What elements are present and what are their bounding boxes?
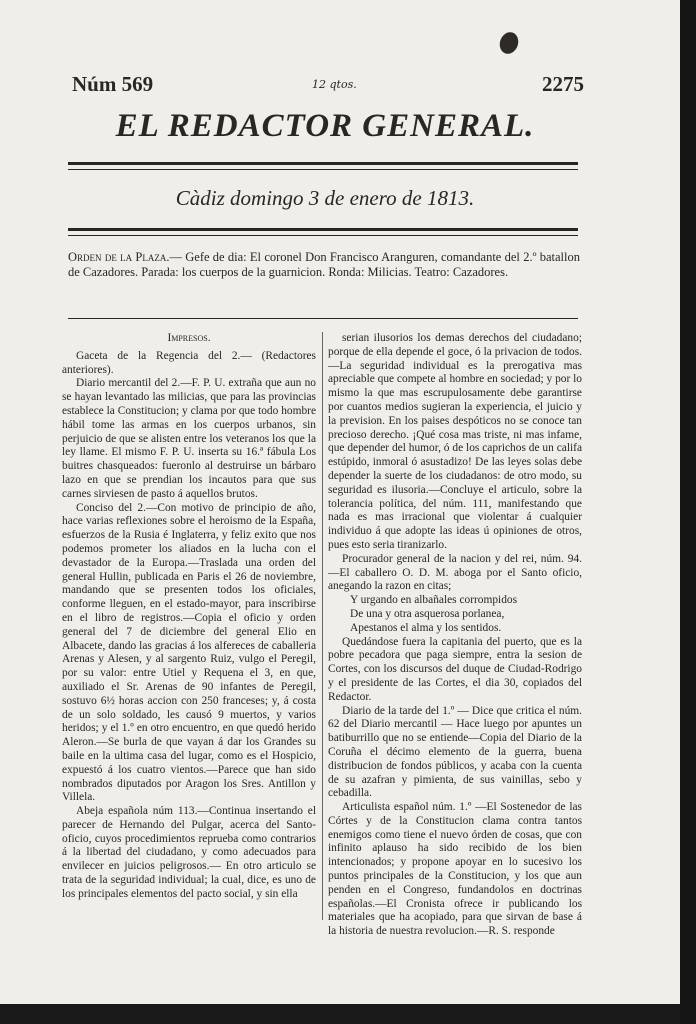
dateline: Càdiz domingo 3 de enero de 1813. xyxy=(175,186,475,210)
orden-de-la-plaza xyxy=(68,250,580,280)
section-rule xyxy=(68,318,578,319)
issue-number: Núm 569 xyxy=(72,72,154,96)
orden-label: Orden de la Plaza. xyxy=(68,250,170,264)
price-note: 12 qtos. xyxy=(312,78,357,91)
verse-line: De una y otra asquerosa porlanea, xyxy=(350,607,505,620)
paragraph: Conciso del 2.—Con motivo de principio de año, hace varias reflexiones sobre el heroismo de la España, esfuerzos de la Rusia é Inglaterra, y feliz exito que nos podemos prometer los aliados en la lucha con el devastador de la Europa.—Traslada una orden del general Hullin, publicada en Paris el 26 de noviembre, mandando que se presenten todos los oficiales, conforme lleguen, en el estado-mayor, para inscribirse en el libro de registros.—Copia el oficio y orden general del 7 de diciembre del general Elio en Albacete, dando las gracias á los alfereces de caballeria Arenas y Alesen, y al sargento Ruiz, vulgo el Peregil, por su valor: entre Utiel y Requena el 3, en que, auxiliado el Sr. Arenas de 90 infantes de Peregil, sostuvo 6½ horas accion con 250 franceses; y, á costa de un solo soldado, les causó 9 muertos, y varios heridos; y el 1.º en otro encuentro, en que quedó herido Aleron.—Se burla de que vayan á dar los Grandes su baile en la ultima casa del lugar, como es el Hospicio, expuestó á los cuatro vientos.—Parece que han sido nombrados diputados por Aragon los Sres. Antillon y Villela. xyxy=(62,501,316,804)
paragraph: Quedándose fuera la capitania del puerto, que es la pobre pecadora que paga siempre, entra la sesion de Cortes, con los discursos del duque de Ciudad-Rodrigo y el presidente de las Cortes, el dia 30, copiados del Redactor. xyxy=(328,635,582,703)
verse-line: Y urgando en albañales corrompidos xyxy=(350,594,518,607)
paragraph: Abeja española núm 113.—Continua insertando el parecer de Hernando del Pulgar, acerca del Santo-oficio, cuyos procedimientos reprueba como contrarios á la libertad del ciudadano, y como adecuados para envilecer en juicios peligrosos.— En otro articulo se trata de la seguridad individual; la cual, dice, es uno de los principales elementos del pacto social, y sin ella xyxy=(62,805,316,900)
ink-blot xyxy=(497,30,521,57)
paragraph: Gaceta de la Regencia del 2.— (Redactores anteriores). xyxy=(62,349,316,376)
header-row xyxy=(72,72,584,98)
dateline-rule xyxy=(68,228,578,236)
page-number: 2275 xyxy=(542,72,584,96)
paragraph: Diario mercantil del 2.—F. P. U. extraña que aun no se hayan levantado las milicias, que para las provincias establece la Constitucion; y clama por que todo hombre hábil tome las armas en los cuerpos urbanos, sin perjuicio de que se alisten entre los veteranos los que la ley llame. El mismo F. P. U. inserta su 16.ª fábula Los buitres chasqueados: fueronlo al destruirse un bárbaro lazo en que se prendian los incautos para que sus carnes sirviesen de pasto á aquellos brutos. xyxy=(62,377,316,500)
paragraph: Diario de la tarde del 1.º — Dice que critica el núm. 62 del Diario mercantil — Hace luego por apuntes un batiburrillo que no se entiende—Copia del Diario de la Coruña el décimo elemento de la guerra, buena distribucion de fondos públicos, y acaba con la cuenta de su azafran y pimienta, de sus vainillas, sebo y cebadilla. xyxy=(328,704,582,800)
masthead-rule xyxy=(68,162,578,170)
right-column xyxy=(328,332,582,939)
scan-border xyxy=(680,0,696,1024)
impresos-heading: Impresos. xyxy=(167,332,211,344)
orden-text: — Gefe de dia: El coronel Don Francisco Aranguren, comandante del 2.º batallon de Cazadores. Parada: los cuerpos de la guarnicion. Ronda: Milicias. Teatro: Cazadores. xyxy=(68,250,580,279)
paragraph: Articulista español núm. 1.º —El Sostenedor de las Córtes y de la Constitucion clama contra tantos enemigos como tiene el nuevo órden de cosas, que con infinito aplauso ha sido recibido de los bien intencionados; y propone apoyar en lo sucesivo los puntos principales de la Constitucion, y los que aun penden en el Congreso, fundandolos en doctrinas españolas.—El Cronista ofrece ir publicando los materiales que ha acopiado, para que sirvan de base á la historia de nuestra revolucion.—R. S. responde xyxy=(328,801,582,938)
left-column xyxy=(62,332,316,902)
masthead-title: EL REDACTOR GENERAL. xyxy=(115,108,535,144)
verse-line: Apestanos el alma y los sentidos. xyxy=(350,621,502,634)
paragraph: serian ilusorios los demas derechos del ciudadano; porque de ella depende el goce, ó la privacion de todos.—La seguridad individual es la prerogativa mas apreciable que compete al hombre en sociedad; y por lo mismo la que mas escrupulosamente debe garantirse por cuantos medios sugieran la experiencia, el juicio y la prevision. En los paises despóticos no se conoce tan precioso derecho. ¡Qué cosa mas triste, ni mas infame, que depender del humor, ó de los caprichos de un califa estúpido, inmoral ó asustadizo! De las leyes solas debe depender la suerte de los ciudadanos: de otro modo, su seguridad es ilusoria.—Concluye el articulo, sobre la tolerancia política, del núm. 111, manifestando que nada es mas irracional que violentar á cualquier individuo á que adopte las ideas ú opiniones de otros, pues esto seria tiranizarlo. xyxy=(328,332,582,551)
paragraph: Procurador general de la nacion y del rei, núm. 94.—El caballero O. D. M. aboga por el Santo oficio, anegando la razon en citas; xyxy=(328,552,582,593)
column-divider xyxy=(322,332,323,920)
